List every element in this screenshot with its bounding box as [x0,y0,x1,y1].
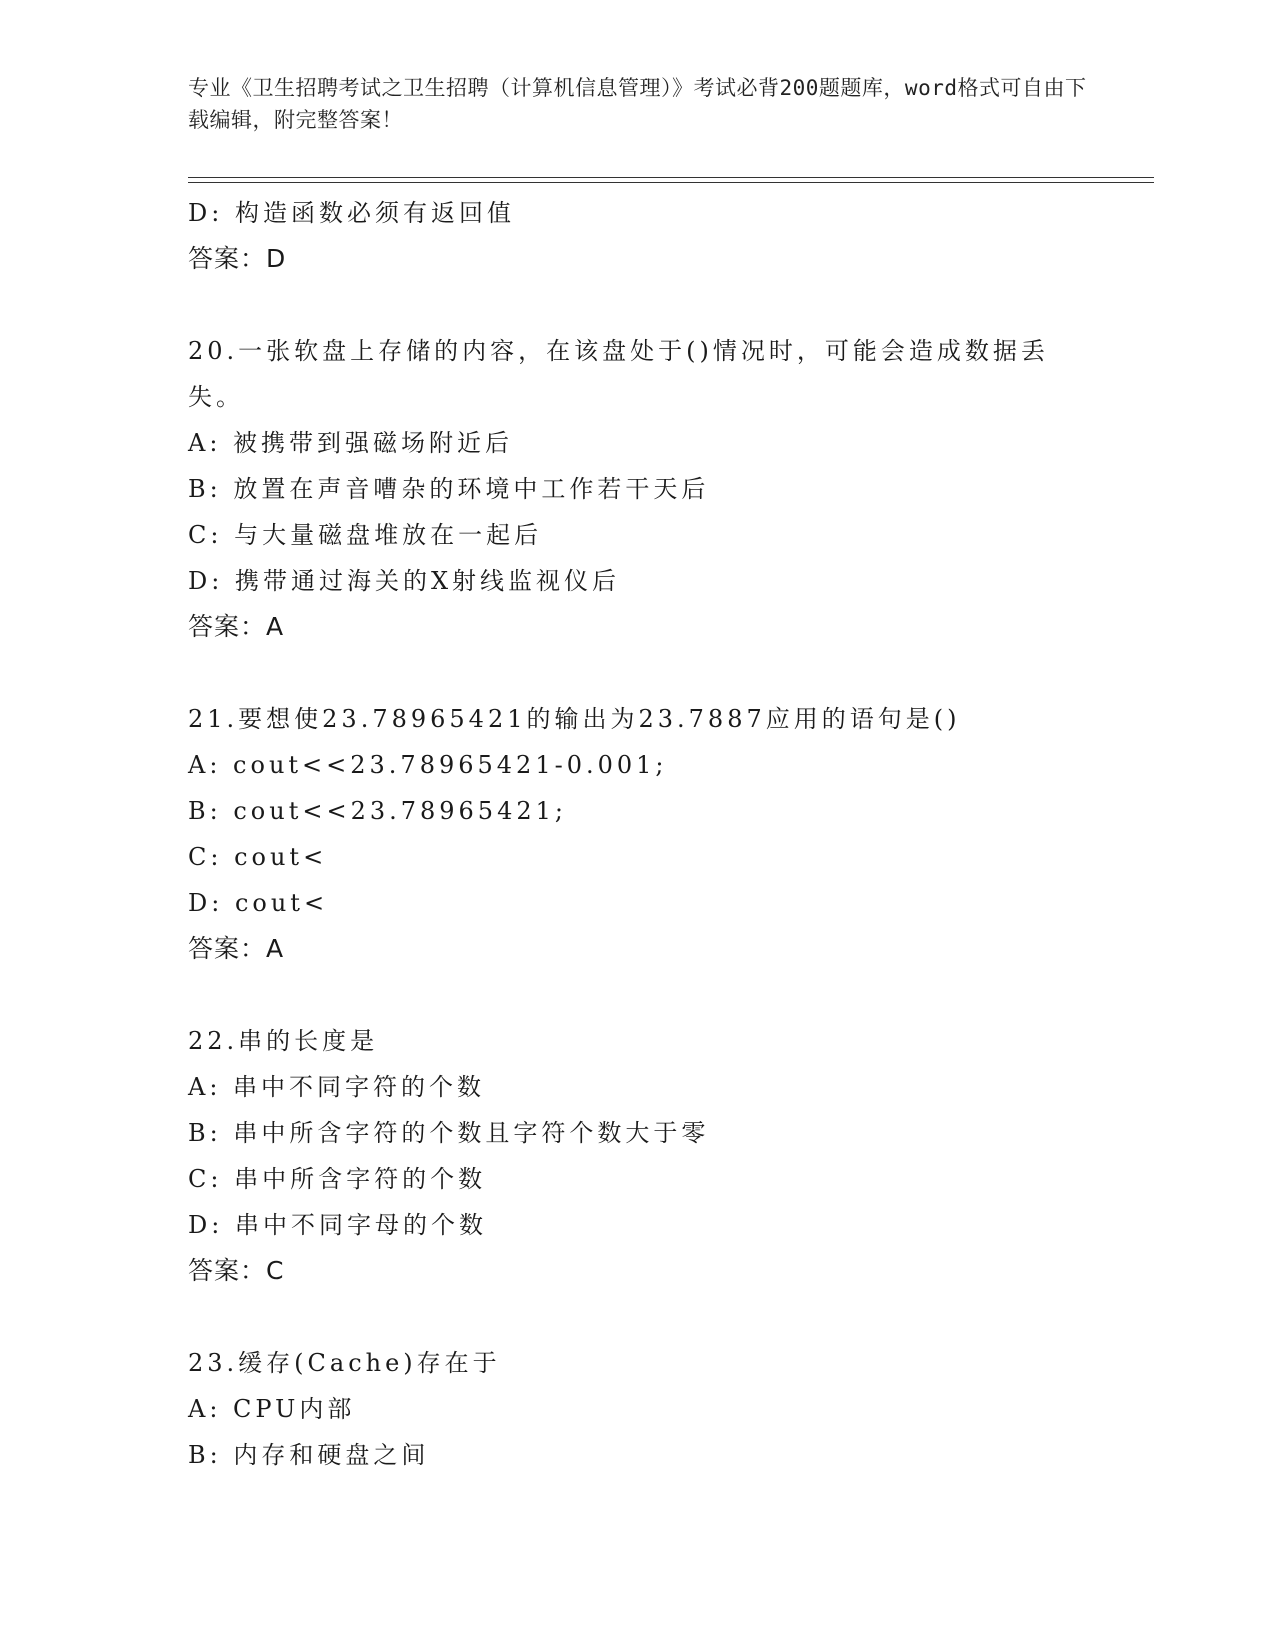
question-stem: 20.一张软盘上存储的内容，在该盘处于()情况时，可能会造成数据丢失。 [188,337,1049,411]
option-d: D: 构造函数必须有返回值 [188,199,515,227]
answer-line: 答案：A [188,612,285,641]
option-a: A: 被携带到强磁场附近后 [188,429,514,457]
option-b: B: 放置在声音嘈杂的环境中工作若干天后 [188,475,710,503]
question-stem: 22.串的长度是 [188,1027,379,1055]
option-b: B: 内存和硬盘之间 [188,1441,430,1469]
question-list [188,190,1088,1478]
option-d: D: 串中不同字母的个数 [188,1211,487,1239]
option-d: D: 携带通过海关的X射线监视仪后 [188,567,621,595]
answer-line: 答案：C [188,1256,285,1285]
option-b: B: 串中所含字符的个数且字符个数大于零 [188,1119,710,1147]
option-b: B: cout<<23.78965421; [188,797,567,825]
question-stem: 21.要想使23.78965421的输出为23.7887应用的语句是() [188,705,961,733]
option-a: A: 串中不同字符的个数 [188,1073,486,1101]
option-a: A: CPU内部 [188,1395,356,1423]
option-c: C: 与大量磁盘堆放在一起后 [188,521,543,549]
option-c: C: cout< [188,843,328,871]
header-divider-top [188,177,1154,178]
option-d: D: cout< [188,889,329,917]
question-block [188,328,1088,650]
spacer [188,972,1088,1018]
question-block [188,696,1088,972]
question-block [188,1340,1088,1478]
page-header: 专业《卫生招聘考试之卫生招聘（计算机信息管理）》考试必背200题题库，word格式可自由下载编辑，附完整答案！ [188,76,1087,132]
answer-line: 答案：A [188,934,285,963]
question-block [188,1018,1088,1294]
spacer [188,1294,1088,1340]
header-divider-bottom [188,182,1154,183]
option-c: C: 串中所含字符的个数 [188,1165,487,1193]
question-stem: 23.缓存(Cache)存在于 [188,1349,501,1377]
spacer [188,282,1088,328]
spacer [188,650,1088,696]
answer-line: 答案：D [188,244,287,273]
option-a: A: cout<<23.78965421-0.001; [188,751,668,779]
